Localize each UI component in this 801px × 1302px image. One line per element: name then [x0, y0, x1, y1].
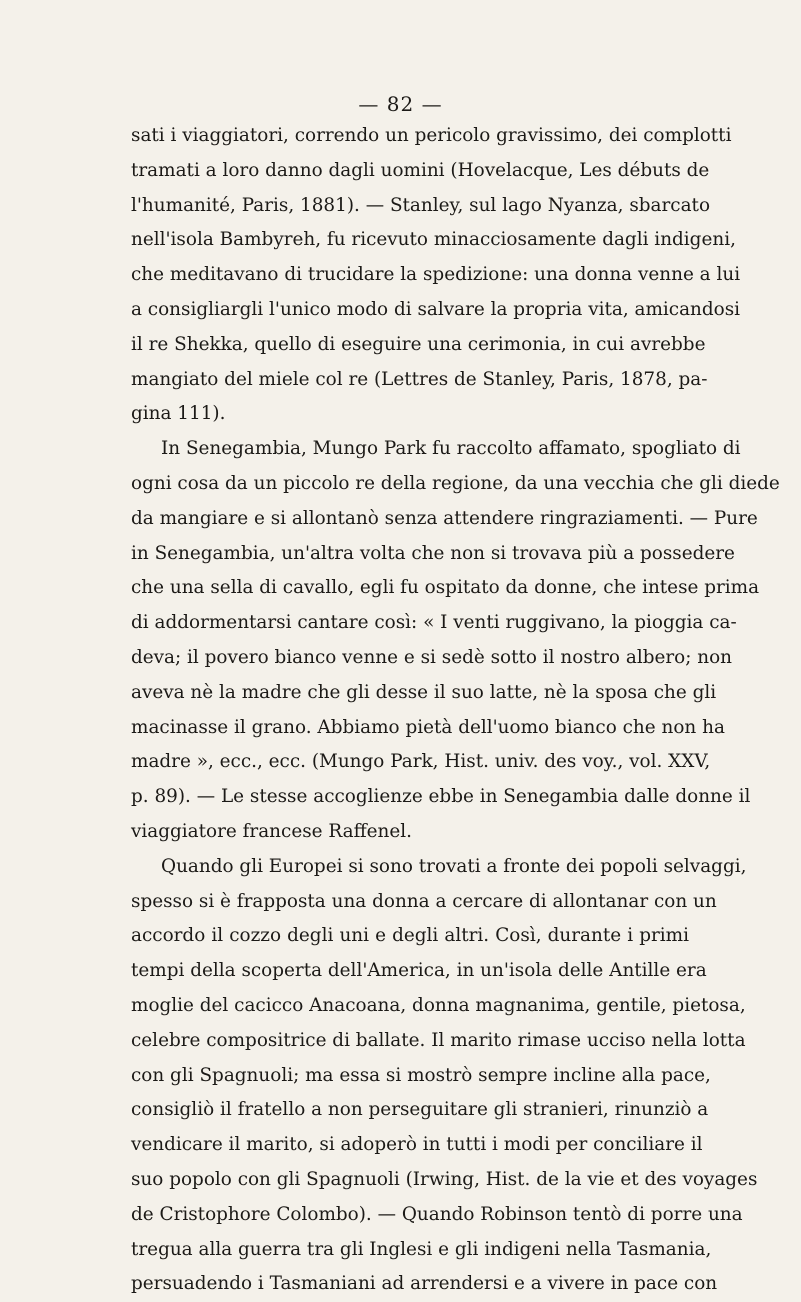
text-line: gina 111). [131, 403, 226, 425]
text-line: sati i viaggiatori, correndo un pericolo gravissimo, dei complotti [131, 125, 732, 146]
text-line: che meditavano di trucidare la spedizione: una donna venne a lui [131, 264, 741, 286]
text-line: In Senegambia, Mungo Park fu raccolto affamato, spogliato di [161, 438, 741, 460]
text-line: tramati a loro danno dagli uomini (Hovelacque, Les débuts de [131, 159, 710, 181]
text-line: da mangiare e si allontanò senza attendere ringraziamenti. — Pure [131, 507, 758, 529]
text-line: spesso si è frapposta una donna a cercare di allontanar con un [131, 890, 717, 912]
text-line: accordo il cozzo degli uni e degli altri. Così, durante i primi [131, 925, 689, 947]
text-line: p. 89). — Le stesse accoglienze ebbe in Senegambia dalle donne il [131, 786, 751, 808]
text-line: macinasse il grano. Abbiamo pietà dell'uomo bianco che non ha [131, 716, 725, 738]
body-text [131, 119, 780, 1302]
text-line: deva; il povero bianco venne e si sedè sotto il nostro albero; non [131, 646, 733, 668]
text-line: in Senegambia, un'altra volta che non si trovava più a possedere [131, 542, 735, 564]
text-line: persuadendo i Tasmaniani ad arrendersi e a vivere in pace con [131, 1273, 718, 1295]
page-number: — 82 — [358, 92, 443, 116]
text-line: Quando gli Europei si sono trovati a fronte dei popoli selvaggi, [161, 855, 747, 877]
text-line: celebre compositrice di ballate. Il marito rimase ucciso nella lotta [131, 1029, 746, 1051]
text-line: vendicare il marito, si adoperò in tutti i modi per conciliare il [131, 1134, 703, 1156]
text-line: viaggiatore francese Raffenel. [131, 820, 413, 842]
text-line: tregua alla guerra tra gli Inglesi e gli indigeni nella Tasmania, [131, 1238, 712, 1260]
text-line: ogni cosa da un piccolo re della regione, da una vecchia che gli diede [131, 472, 780, 494]
text-line: il re Shekka, quello di eseguire una cerimonia, in cui avrebbe [131, 333, 706, 355]
text-line: aveva nè la madre che gli desse il suo latte, nè la sposa che gli [131, 681, 717, 703]
text-line: nell'isola Bambyreh, fu ricevuto minacciosamente dagli indigeni, [131, 229, 736, 251]
text-line: consigliò il fratello a non perseguitare gli stranieri, rinunziò a [131, 1099, 709, 1121]
text-line: madre », ecc., ecc. (Mungo Park, Hist. univ. des voy., vol. XXV, [131, 751, 711, 773]
text-line: moglie del cacicco Anacoana, donna magnanima, gentile, pietosa, [131, 994, 746, 1016]
text-line: de Cristophore Colombo). — Quando Robinson tentò di porre una [131, 1203, 743, 1225]
text-line: a consigliargli l'unico modo di salvare la propria vita, amicandosi [131, 298, 741, 320]
text-line: con gli Spagnuoli; ma essa si mostrò sempre incline alla pace, [131, 1064, 711, 1086]
text-line: mangiato del miele col re (Lettres de Stanley, Paris, 1878, pa- [131, 368, 708, 390]
text-line: tempi della scoperta dell'America, in un'isola delle Antille era [131, 960, 707, 982]
text-line: l'humanité, Paris, 1881). — Stanley, sul lago Nyanza, sbarcato [131, 194, 711, 216]
text-line: di addormentarsi cantare così: « I venti ruggivano, la pioggia ca- [131, 612, 737, 634]
text-line: suo popolo con gli Spagnuoli (Irwing, Hist. de la vie et des voyages [131, 1168, 758, 1190]
text-line: che una sella di cavallo, egli fu ospitato da donne, che intese prima [131, 577, 760, 599]
